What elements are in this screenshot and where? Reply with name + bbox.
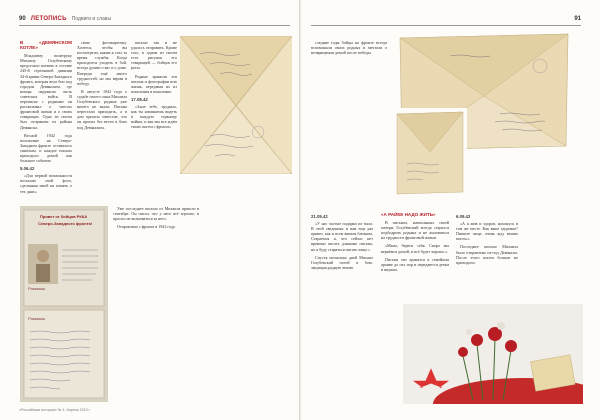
article-heading: «А РАЙКЕ НАДО ЖИТЬ» xyxy=(381,212,436,217)
postcard-photo xyxy=(20,206,108,402)
folded-letter-small-photo xyxy=(393,108,467,198)
section-subtitle: Подвиги и славы xyxy=(71,16,112,22)
left-page xyxy=(0,0,299,420)
letter-quote: «А я жив и здоров, нахожусь в том же месте. Как ваше здоровье? Пишите чаще, очень жду ваших писем.» xyxy=(456,221,518,242)
letter-date: 6.09.42 xyxy=(456,214,471,219)
paragraph: В августе 1942 года о судьбе своего сына Михаила Голубевского родные уже ничего не знали. Письма перестали приходить, а в дом пришло известие, что он пропал без вести в боях под Демянском. xyxy=(77,88,127,130)
right-column-1 xyxy=(311,212,373,404)
letter-quote: «Для первой возможности посылаю свой фото, сделанная мной на память о тех днях» xyxy=(20,173,72,194)
page-footer: «Российская история» № 4. Апрель 2019 г. xyxy=(19,408,91,412)
letter-quote: «Мама, береги себя. Скоро мы вернёмся домой, и всё будет хорошо.» xyxy=(381,243,449,254)
folded-letter-small-image xyxy=(393,108,467,198)
right-page-header xyxy=(574,15,581,23)
memorial-flowers-image xyxy=(403,304,583,404)
postcard-greeting-line-1: Привет от бойцов РККА xyxy=(40,214,88,219)
page-number: 90 xyxy=(19,16,26,22)
paragraph: Весной 1942 года положение на Северо-Западном фронте оставалось тяжёлым, и каждое письмо приходило домой как большое событие. xyxy=(20,132,72,164)
left-column-1 xyxy=(20,40,72,200)
postcard-caption-bottom: Ромашки xyxy=(28,316,46,321)
paragraph: Последнее письмо Михаила было отправлено из-под Демянска. После этого писем больше не приходило. xyxy=(456,244,518,265)
folded-letter-image xyxy=(180,36,292,174)
letter-quote: «Злые тебе, трудных, как ты начинаешь видеть в каждую страницу войны, и как мы все ждём твоих писем с фронта» xyxy=(131,104,177,130)
left-column-2 xyxy=(77,40,127,200)
paragraph: В письмах, написанных своей матери, Голубевский всегда старался подбодрить родных и не жаловаться на трудности фронтовой жизни. xyxy=(381,220,449,241)
postcard-greeting-line-2: Северо-Западного фронта! xyxy=(38,221,93,226)
left-page-header xyxy=(19,15,111,23)
postcard-image xyxy=(20,206,108,402)
left-column-4 xyxy=(113,206,199,402)
right-page xyxy=(301,0,600,420)
paragraph: Младшему политруку Михаилу Голубевскому предстояло воевать в составе 245-й стрелковой дивизии 34-й армии Северо-Западного фронта, которая вела бои под городом Демянском, где немцы окружили часть советских войск. В переписке с родными он рассказывал о тяготах фронтовой жизни и о своих товарищах. Одно из писем был отправлен из района Демянска. xyxy=(20,53,72,130)
postcard-caption-top: Ромашки xyxy=(28,286,46,291)
letter-date: 17.08.42 xyxy=(131,96,148,102)
right-column-top xyxy=(311,40,387,190)
paragraph: Отправлено с фронта в 1942 году. xyxy=(117,224,176,230)
memorial-flowers-photo xyxy=(403,304,583,404)
folded-letter-photo xyxy=(180,36,292,174)
paragraph: Спустя несколько дней Михаил Голубевский погиб в бою, защищая родную землю. xyxy=(311,254,373,270)
page-number: 91 xyxy=(574,16,581,22)
letter-quote: «У нас частые подарки из тыла. В этой сведениях и вам еще раз привет, как и всем вашим близким. Стараемся я, что сейчас нет времени писать длинные письма, но я буду стараться писать чаще.» xyxy=(311,221,373,252)
header-rule xyxy=(19,25,290,26)
paragraph: свою фотокарточку. Хочется, чтобы вы посмотрели, каким я стал за время службы. Когда приходится уходить в бой, всегда думаю о вас и о доме. Впереди ещё много трудностей, но мы верим в победу. xyxy=(77,40,127,86)
article-heading: В «ДЕМЯНСКОМ КОТЛЕ» xyxy=(20,40,72,51)
section-title: ЛЕТОПИСЬ xyxy=(30,16,67,22)
paragraph: следние годы бойцы на фронте всегда вспоминали своих родных и мечтали о возвращении домой после победы. xyxy=(311,40,387,56)
paragraph: Письма эти хранятся в семейном архиве до сих пор и передаются детям и внукам. xyxy=(381,256,449,272)
left-column-3 xyxy=(131,40,177,200)
right-column-3 xyxy=(456,212,518,298)
paragraph: Уже последнее письмо от Михаила пришло в сентябре. Он писал, что у него всё хорошо, и просил не волноваться за него. xyxy=(113,206,199,222)
letter-date: 5.06.42 xyxy=(20,166,35,172)
letter-date: 21.09.42 xyxy=(311,214,328,219)
paragraph: письмо так и не удалось отправить. Кроме того, в одном из писем есть рисунок его товарищей — бойцов его роты. xyxy=(131,40,177,71)
paragraph: Родные хранили эти письма и фотографии всю жизнь, передавая их из поколения в поколение. xyxy=(131,73,177,94)
